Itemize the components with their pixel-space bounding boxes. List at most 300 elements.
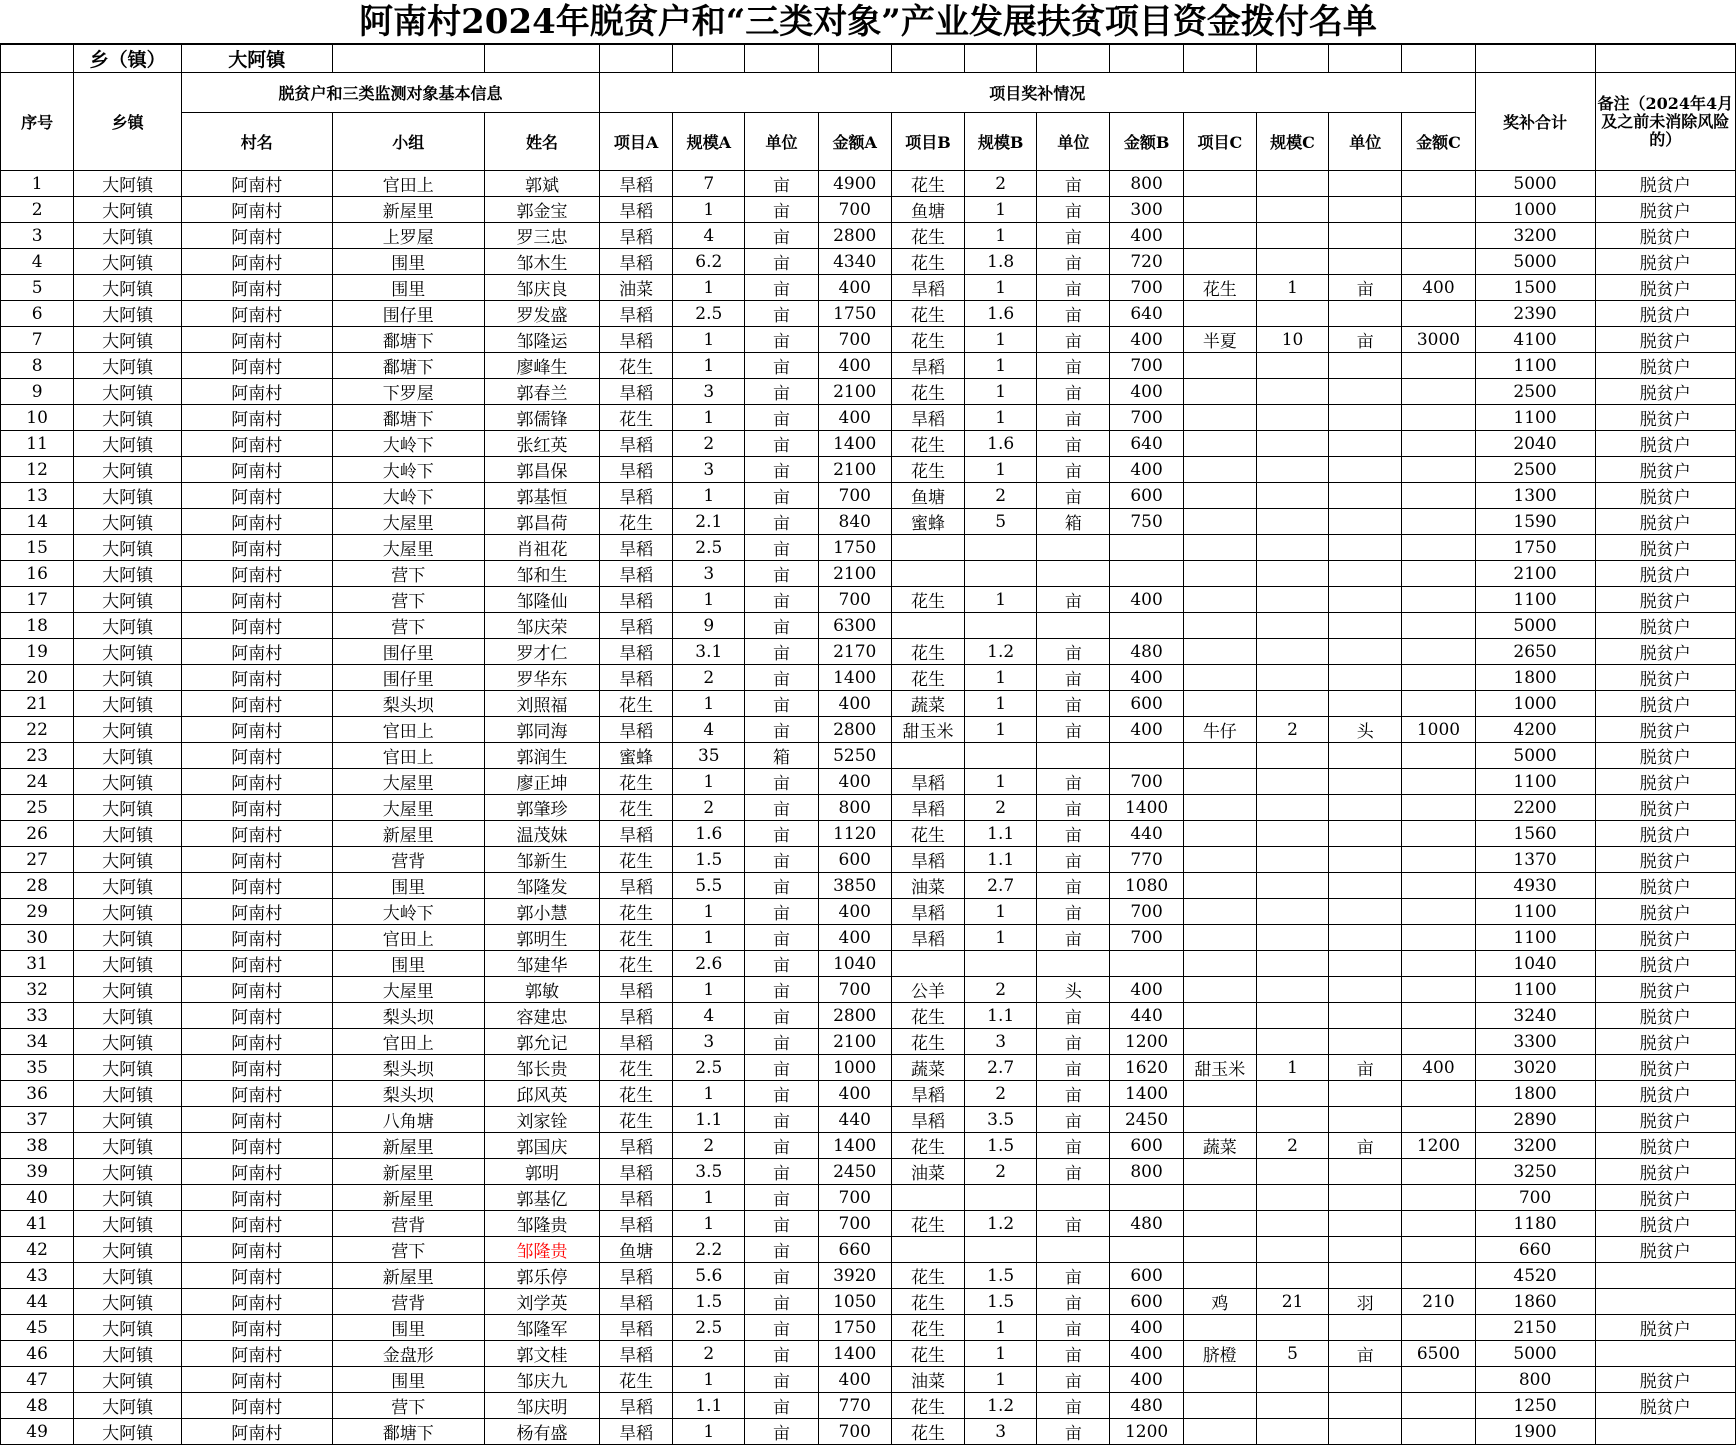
table-row xyxy=(1,769,1736,795)
table-cell: 8 xyxy=(1,353,74,379)
table-cell: 700 xyxy=(1110,275,1183,301)
table-cell: 1 xyxy=(673,405,745,431)
table-cell: 容建忠 xyxy=(485,1003,600,1029)
table-cell: 蜜蜂 xyxy=(891,509,964,535)
table-cell: 罗三忠 xyxy=(485,223,600,249)
table-cell: 大阿镇 xyxy=(74,1003,182,1029)
table-cell: 大岭下 xyxy=(332,457,485,483)
table-cell xyxy=(1183,925,1256,951)
table-cell: 400 xyxy=(818,405,891,431)
table-cell: 1.5 xyxy=(673,847,745,873)
table-cell: 亩 xyxy=(745,483,818,509)
table-cell: 700 xyxy=(818,587,891,613)
table-cell: 5.5 xyxy=(673,873,745,899)
table-cell: 郭允记 xyxy=(485,1029,600,1055)
table-cell: 亩 xyxy=(1037,1081,1110,1107)
table-cell: 5.6 xyxy=(673,1263,745,1289)
table-cell: 400 xyxy=(1110,223,1183,249)
table-cell: 1000 xyxy=(1475,197,1595,223)
table-cell xyxy=(1329,691,1402,717)
table-cell: 杨有盛 xyxy=(485,1419,600,1445)
table-cell: 旱稻 xyxy=(599,1419,672,1445)
table-cell: 围仔里 xyxy=(332,639,485,665)
table-cell: 1 xyxy=(965,925,1037,951)
table-cell: 700 xyxy=(818,1419,891,1445)
table-cell xyxy=(1256,665,1328,691)
table-cell: 亩 xyxy=(1037,1029,1110,1055)
table-cell: 邹庆荣 xyxy=(485,613,600,639)
table-cell: 旱稻 xyxy=(599,171,672,197)
table-cell: 4 xyxy=(1,249,74,275)
table-cell: 3 xyxy=(673,379,745,405)
table-cell: 2100 xyxy=(818,1029,891,1055)
table-cell: 亩 xyxy=(1037,1419,1110,1445)
table-cell: 440 xyxy=(1110,1003,1183,1029)
table-cell xyxy=(1183,379,1256,405)
table-cell: 2 xyxy=(965,1081,1037,1107)
table-cell: 阿南村 xyxy=(182,1289,333,1315)
table-cell xyxy=(1402,1211,1475,1237)
table-cell: 亩 xyxy=(745,353,818,379)
table-row xyxy=(1,717,1736,743)
table-cell xyxy=(1183,743,1256,769)
table-cell: 鄱塘下 xyxy=(332,1419,485,1445)
table-cell xyxy=(1256,249,1328,275)
table-cell: 1 xyxy=(965,327,1037,353)
table-cell xyxy=(1256,1315,1328,1341)
table-cell xyxy=(1329,1315,1402,1341)
table-cell: 大阿镇 xyxy=(74,379,182,405)
table-cell: 花生 xyxy=(599,899,672,925)
table-cell: 旱稻 xyxy=(599,561,672,587)
table-cell: 1800 xyxy=(1475,1081,1595,1107)
table-cell xyxy=(1256,171,1328,197)
table-cell: 2100 xyxy=(1475,561,1595,587)
table-cell: 花生 xyxy=(599,847,672,873)
table-cell xyxy=(965,613,1037,639)
table-cell xyxy=(1256,535,1328,561)
table-cell: 脱贫户 xyxy=(1595,327,1735,353)
table-cell: 大阿镇 xyxy=(74,1237,182,1263)
header-remark: 备注（2024年4月及之前未消除风险的） xyxy=(1595,73,1735,171)
table-cell: 770 xyxy=(818,1393,891,1419)
table-cell xyxy=(1183,405,1256,431)
table-cell: 亩 xyxy=(1037,171,1110,197)
table-cell: 花生 xyxy=(891,1393,964,1419)
table-cell: 邹长贵 xyxy=(485,1055,600,1081)
table-cell xyxy=(1329,1081,1402,1107)
table-cell: 脱贫户 xyxy=(1595,1237,1735,1263)
table-cell: 2 xyxy=(673,665,745,691)
table-cell: 油菜 xyxy=(891,1159,964,1185)
table-cell: 660 xyxy=(818,1237,891,1263)
table-cell: 1.6 xyxy=(673,821,745,847)
table-cell: 大阿镇 xyxy=(74,1315,182,1341)
table-cell: 1 xyxy=(673,1185,745,1211)
table-cell: 亩 xyxy=(1037,691,1110,717)
table-cell xyxy=(1256,691,1328,717)
table-cell: 600 xyxy=(1110,1263,1183,1289)
table-cell: 400 xyxy=(1110,457,1183,483)
table-cell: 脐橙 xyxy=(1183,1341,1256,1367)
table-cell: 1 xyxy=(965,457,1037,483)
table-cell: 1 xyxy=(965,587,1037,613)
table-cell xyxy=(1402,197,1475,223)
table-cell: 2.5 xyxy=(673,1055,745,1081)
table-cell: 6500 xyxy=(1402,1341,1475,1367)
header-amount-a: 金额A xyxy=(818,113,891,171)
table-cell: 4930 xyxy=(1475,873,1595,899)
table-cell: 郭基亿 xyxy=(485,1185,600,1211)
table-cell xyxy=(891,613,964,639)
table-cell: 31 xyxy=(1,951,74,977)
table-cell: 210 xyxy=(1402,1289,1475,1315)
table-cell: 400 xyxy=(1402,1055,1475,1081)
table-cell xyxy=(1402,691,1475,717)
table-cell: 大阿镇 xyxy=(74,405,182,431)
table-cell: 2200 xyxy=(1475,795,1595,821)
table-cell: 大阿镇 xyxy=(74,1055,182,1081)
table-cell xyxy=(1110,561,1183,587)
table-cell: 6.2 xyxy=(673,249,745,275)
table-cell: 3 xyxy=(673,457,745,483)
table-row xyxy=(1,197,1736,223)
table-cell: 38 xyxy=(1,1133,74,1159)
table-cell: 1 xyxy=(673,1419,745,1445)
table-cell: 1900 xyxy=(1475,1419,1595,1445)
table-cell: 1.5 xyxy=(965,1263,1037,1289)
table-cell: 亩 xyxy=(1037,1107,1110,1133)
table-row xyxy=(1,873,1736,899)
header-scale-a: 规模A xyxy=(673,113,745,171)
table-cell: 官田上 xyxy=(332,925,485,951)
table-cell xyxy=(891,535,964,561)
table-cell: 八角塘 xyxy=(332,1107,485,1133)
table-cell: 700 xyxy=(818,197,891,223)
table-cell: 18 xyxy=(1,613,74,639)
table-cell: 脱贫户 xyxy=(1595,1133,1735,1159)
table-cell: 47 xyxy=(1,1367,74,1393)
table-cell: 2040 xyxy=(1475,431,1595,457)
header-total: 奖补合计 xyxy=(1475,73,1595,171)
table-cell: 头 xyxy=(1329,717,1402,743)
table-cell: 官田上 xyxy=(332,743,485,769)
table-cell xyxy=(1110,1237,1183,1263)
table-cell: 旱稻 xyxy=(599,1133,672,1159)
table-cell: 营下 xyxy=(332,587,485,613)
table-cell: 亩 xyxy=(745,951,818,977)
table-cell xyxy=(891,561,964,587)
table-cell: 脱贫户 xyxy=(1595,1315,1735,1341)
table-row xyxy=(1,1289,1736,1315)
table-cell: 5 xyxy=(1,275,74,301)
table-cell: 1 xyxy=(673,769,745,795)
table-cell: 600 xyxy=(1110,483,1183,509)
table-cell: 700 xyxy=(1110,353,1183,379)
table-cell: 1040 xyxy=(1475,951,1595,977)
table-cell: 大阿镇 xyxy=(74,535,182,561)
table-cell: 1100 xyxy=(1475,353,1595,379)
table-cell xyxy=(1402,951,1475,977)
table-cell: 花生 xyxy=(599,925,672,951)
table-cell: 金盘形 xyxy=(332,1341,485,1367)
table-cell: 34 xyxy=(1,1029,74,1055)
table-cell xyxy=(1329,873,1402,899)
header-seq: 序号 xyxy=(1,73,74,171)
table-cell: 下罗屋 xyxy=(332,379,485,405)
table-cell: 46 xyxy=(1,1341,74,1367)
table-row xyxy=(1,1029,1736,1055)
table-cell xyxy=(1402,431,1475,457)
table-cell: 大阿镇 xyxy=(74,873,182,899)
table-cell: 阿南村 xyxy=(182,613,333,639)
header-project-info: 项目奖补情况 xyxy=(599,73,1475,113)
table-cell: 3200 xyxy=(1475,223,1595,249)
table-cell xyxy=(1402,743,1475,769)
table-cell: 42 xyxy=(1,1237,74,1263)
header-unit-c: 单位 xyxy=(1329,113,1402,171)
table-row xyxy=(1,483,1736,509)
table-cell: 49 xyxy=(1,1419,74,1445)
table-cell xyxy=(1329,1185,1402,1211)
table-cell: 1370 xyxy=(1475,847,1595,873)
table-cell: 油菜 xyxy=(891,1367,964,1393)
table-cell: 罗才仁 xyxy=(485,639,600,665)
table-cell: 阿南村 xyxy=(182,899,333,925)
table-cell xyxy=(1110,1185,1183,1211)
table-cell: 牛仔 xyxy=(1183,717,1256,743)
table-cell xyxy=(1110,743,1183,769)
table-cell: 公羊 xyxy=(891,977,964,1003)
table-cell: 郭金宝 xyxy=(485,197,600,223)
table-cell: 亩 xyxy=(1037,1289,1110,1315)
table-cell xyxy=(1183,1081,1256,1107)
table-cell: 旱稻 xyxy=(891,847,964,873)
table-cell: 17 xyxy=(1,587,74,613)
table-cell: 2 xyxy=(673,1341,745,1367)
table-cell xyxy=(1110,613,1183,639)
table-cell: 3300 xyxy=(1475,1029,1595,1055)
table-cell: 亩 xyxy=(745,769,818,795)
table-row xyxy=(1,223,1736,249)
table-cell: 花生 xyxy=(891,1003,964,1029)
table-cell: 郭肇珍 xyxy=(485,795,600,821)
table-cell: 22 xyxy=(1,717,74,743)
table-cell: 1300 xyxy=(1475,483,1595,509)
table-cell: 阿南村 xyxy=(182,1237,333,1263)
table-cell: 1.6 xyxy=(965,301,1037,327)
table-cell: 刘学英 xyxy=(485,1289,600,1315)
table-cell: 花生 xyxy=(891,1211,964,1237)
table-cell: 阿南村 xyxy=(182,1029,333,1055)
table-cell: 32 xyxy=(1,977,74,1003)
table-cell: 2 xyxy=(965,483,1037,509)
table-cell xyxy=(1256,951,1328,977)
table-cell xyxy=(1402,1003,1475,1029)
table-cell xyxy=(1256,1107,1328,1133)
table-cell xyxy=(1183,1315,1256,1341)
table-cell: 阿南村 xyxy=(182,587,333,613)
table-cell: 脱贫户 xyxy=(1595,561,1735,587)
table-cell: 2450 xyxy=(1110,1107,1183,1133)
table-cell: 1100 xyxy=(1475,405,1595,431)
table-cell xyxy=(1402,665,1475,691)
table-cell: 亩 xyxy=(745,405,818,431)
table-cell: 郭国庆 xyxy=(485,1133,600,1159)
table-cell: 旱稻 xyxy=(599,327,672,353)
table-cell: 2.2 xyxy=(673,1237,745,1263)
town-label: 乡（镇） xyxy=(74,45,182,73)
table-cell: 21 xyxy=(1,691,74,717)
table-cell xyxy=(1402,1419,1475,1445)
table-cell: 2.6 xyxy=(673,951,745,977)
table-cell xyxy=(1183,1367,1256,1393)
table-cell: 花生 xyxy=(599,1081,672,1107)
table-cell: 亩 xyxy=(745,925,818,951)
table-cell: 13 xyxy=(1,483,74,509)
table-cell xyxy=(965,535,1037,561)
table-cell: 亩 xyxy=(1037,847,1110,873)
table-cell: 亩 xyxy=(745,613,818,639)
table-cell: 亩 xyxy=(745,1003,818,1029)
table-cell: 亩 xyxy=(1037,483,1110,509)
table-cell xyxy=(1183,665,1256,691)
table-cell: 亩 xyxy=(745,171,818,197)
table-cell xyxy=(1329,1367,1402,1393)
table-cell: 脱贫户 xyxy=(1595,379,1735,405)
table-cell xyxy=(1256,1211,1328,1237)
table-cell: 6300 xyxy=(818,613,891,639)
table-cell: 阿南村 xyxy=(182,1393,333,1419)
table-cell xyxy=(1402,1029,1475,1055)
table-cell xyxy=(1183,1159,1256,1185)
table-cell xyxy=(1402,249,1475,275)
table-cell: 400 xyxy=(818,899,891,925)
table-cell: 亩 xyxy=(1329,1341,1402,1367)
table-cell: 5 xyxy=(1256,1341,1328,1367)
table-cell: 郭文桂 xyxy=(485,1341,600,1367)
table-row xyxy=(1,1133,1736,1159)
table-row xyxy=(1,1107,1736,1133)
table-cell: 头 xyxy=(1037,977,1110,1003)
table-cell: 400 xyxy=(818,275,891,301)
table-cell: 4 xyxy=(673,223,745,249)
table-cell: 亩 xyxy=(745,1159,818,1185)
table-row xyxy=(1,379,1736,405)
table-cell: 1 xyxy=(965,223,1037,249)
table-cell: 郭同海 xyxy=(485,717,600,743)
table-cell: 鱼塘 xyxy=(599,1237,672,1263)
table-cell: 阿南村 xyxy=(182,483,333,509)
table-cell: 亩 xyxy=(1037,197,1110,223)
table-cell: 营下 xyxy=(332,613,485,639)
table-cell xyxy=(1256,1237,1328,1263)
table-cell: 亩 xyxy=(745,899,818,925)
table-cell: 花生 xyxy=(891,1263,964,1289)
table-row xyxy=(1,353,1736,379)
page-title: 阿南村2024年脱贫户和“三类对象”产业发展扶贫项目资金拨付名单 xyxy=(0,0,1736,44)
table-cell xyxy=(1110,951,1183,977)
table-cell: 亩 xyxy=(1037,873,1110,899)
table-cell: 花生 xyxy=(599,405,672,431)
table-cell: 花生 xyxy=(891,639,964,665)
table-cell: 640 xyxy=(1110,301,1183,327)
table-cell xyxy=(1329,561,1402,587)
table-cell: 2500 xyxy=(1475,379,1595,405)
table-cell: 旱稻 xyxy=(599,1003,672,1029)
table-cell: 阿南村 xyxy=(182,379,333,405)
table-cell: 480 xyxy=(1110,1211,1183,1237)
table-cell: 15 xyxy=(1,535,74,561)
table-cell: 1 xyxy=(673,353,745,379)
table-row xyxy=(1,327,1736,353)
table-cell: 3 xyxy=(965,1419,1037,1445)
table-cell: 41 xyxy=(1,1211,74,1237)
table-cell: 1000 xyxy=(818,1055,891,1081)
table-cell xyxy=(1329,1003,1402,1029)
table-cell: 郭春兰 xyxy=(485,379,600,405)
table-cell: 大阿镇 xyxy=(74,483,182,509)
table-cell: 亩 xyxy=(1037,379,1110,405)
table-cell: 亩 xyxy=(1037,275,1110,301)
table-cell: 大阿镇 xyxy=(74,795,182,821)
table-row xyxy=(1,171,1736,197)
table-cell: 脱贫户 xyxy=(1595,509,1735,535)
table-cell xyxy=(1402,405,1475,431)
table-cell xyxy=(965,561,1037,587)
table-cell xyxy=(1256,873,1328,899)
table-cell: 阿南村 xyxy=(182,431,333,457)
table-cell: 脱贫户 xyxy=(1595,1211,1735,1237)
table-cell: 旱稻 xyxy=(599,1315,672,1341)
table-cell: 脱贫户 xyxy=(1595,301,1735,327)
table-cell xyxy=(1256,795,1328,821)
table-cell: 阿南村 xyxy=(182,1367,333,1393)
table-cell: 1 xyxy=(965,379,1037,405)
table-cell: 1.1 xyxy=(965,1003,1037,1029)
table-cell: 郭昌荷 xyxy=(485,509,600,535)
table-row xyxy=(1,847,1736,873)
table-cell: 旱稻 xyxy=(599,587,672,613)
table-cell xyxy=(1329,379,1402,405)
table-cell: 亩 xyxy=(1037,769,1110,795)
table-cell: 脱贫户 xyxy=(1595,249,1735,275)
table-cell: 亩 xyxy=(745,379,818,405)
table-cell: 亩 xyxy=(745,1133,818,1159)
table-cell xyxy=(1329,431,1402,457)
table-cell: 4340 xyxy=(818,249,891,275)
table-cell: 大阿镇 xyxy=(74,223,182,249)
table-cell xyxy=(1402,821,1475,847)
table-cell: 1 xyxy=(1256,1055,1328,1081)
table-cell: 2650 xyxy=(1475,639,1595,665)
table-cell: 旱稻 xyxy=(599,977,672,1003)
table-cell: 2.7 xyxy=(965,873,1037,899)
table-cell: 700 xyxy=(818,483,891,509)
table-cell: 亩 xyxy=(745,535,818,561)
table-cell: 400 xyxy=(818,1367,891,1393)
table-cell: 1.1 xyxy=(965,821,1037,847)
table-cell: 营下 xyxy=(332,1237,485,1263)
table-cell: 1080 xyxy=(1110,873,1183,899)
table-cell: 1860 xyxy=(1475,1289,1595,1315)
table-cell xyxy=(1183,1029,1256,1055)
table-cell: 亩 xyxy=(745,665,818,691)
table-cell: 旱稻 xyxy=(891,925,964,951)
table-cell: 亩 xyxy=(745,431,818,457)
table-row xyxy=(1,743,1736,769)
table-cell: 300 xyxy=(1110,197,1183,223)
